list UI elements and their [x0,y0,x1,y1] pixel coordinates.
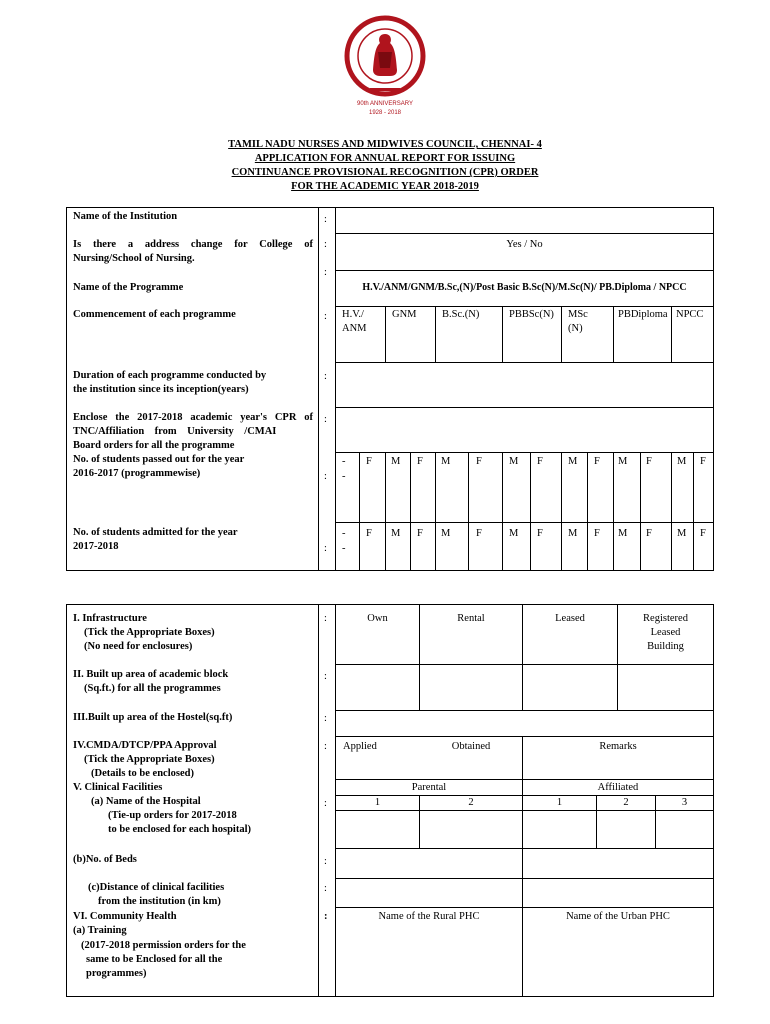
cmda-sub-2: (Details to be enclosed) [91,768,194,779]
parental-col-2: 2 [468,797,474,808]
infrastructure-sub-2: (No need for enclosures) [84,641,193,652]
option-leased[interactable]: Leased [555,613,585,624]
option-registered-3: Building [647,641,684,652]
admitted-f: F [366,528,372,539]
passed-m: M [677,456,687,467]
admitted-dash: - [342,543,346,554]
colon: : [324,239,327,250]
council-logo [340,12,430,124]
programme-value: H.V./ANM/GNM/B.Sc,(N)/Post Basic B.Sc(N)/M.Sc(N)/ PB.Diploma / NPCC [362,282,687,293]
passed-f: F [366,456,372,467]
remarks-label: Remarks [599,741,637,752]
header-year: FOR THE ACADEMIC YEAR 2018-2019 [291,181,479,192]
logo-years: 1928 - 2018 [368,110,402,116]
admitted-m: M [677,528,687,539]
infrastructure-title: I. Infrastructure [73,613,147,624]
colon: : [324,911,328,922]
programme-npcc: NPCC [676,309,704,320]
community-title: VI. Community Health [73,911,177,922]
admitted-m: M [509,528,519,539]
affiliated-label: Affiliated [597,782,639,793]
passed-f: F [476,456,482,467]
training-label: (a) Training [73,925,127,936]
enclose-label-3: Board orders for all the programme [73,440,235,451]
colon: : [324,613,327,624]
passed-m: M [441,456,451,467]
commencement-label: Commencement of each programme [73,309,236,320]
institution-name-field[interactable] [336,208,713,233]
colon: : [324,856,327,867]
beds-label: (b)No. of Beds [73,854,137,865]
parental-col-1: 1 [374,797,381,808]
colon: : [324,311,327,322]
admitted-f: F [476,528,482,539]
programme-msc-1: MSc [568,309,588,320]
colon: : [324,371,327,382]
urban-phc-label: Name of the Urban PHC [566,911,670,922]
header-council: TAMIL NADU NURSES AND MIDWIVES COUNCIL, CHENNAI- 4 [228,139,542,150]
admitted-m: M [618,528,628,539]
programme-bsc: B.Sc.(N) [442,309,480,320]
address-change-label-1: Is there a address change for College of [73,239,313,250]
cmda-title: IV.CMDA/DTCP/PPA Approval [73,740,217,751]
address-change-yes-no[interactable]: Yes / No [506,239,543,250]
cmda-sub-1: (Tick the Appropriate Boxes) [84,754,215,765]
hostel-area-label: III.Built up area of the Hostel(sq.ft) [73,712,233,723]
institution-label: Name of the Institution [73,211,178,222]
colon: : [324,471,327,482]
duration-label-2: the institution since its inception(years) [73,384,249,395]
hospital-label-3: to be enclosed for each hospital) [108,824,252,835]
passed-f: F [646,456,652,467]
programme-label: Name of the Programme [73,282,184,293]
admitted-label-2: 2017-2018 [73,541,119,552]
programme-msc-2: (N) [568,323,583,334]
colon: : [324,214,327,225]
colon: : [324,798,327,809]
passed-label-2: 2016-2017 (programmewise) [73,468,201,479]
training-line-3: programmes) [86,968,147,979]
address-change-label-2: Nursing/School of Nursing. [73,253,195,264]
colon: : [324,741,327,752]
colon: : [324,414,327,425]
admitted-f: F [646,528,652,539]
option-applied[interactable]: Applied [343,741,377,752]
option-obtained[interactable]: Obtained [451,741,491,752]
passed-m: M [391,456,401,467]
passed-f: F [700,456,706,467]
passed-label-1: No. of students passed out for the year [73,454,245,465]
passed-f: F [594,456,600,467]
option-own[interactable]: Own [367,613,388,624]
hospital-label-1: (a) Name of the Hospital [91,796,201,807]
infrastructure-sub-1: (Tick the Appropriate Boxes) [84,627,215,638]
colon: : [324,671,327,682]
passed-dash: - [342,471,346,482]
passed-m: M [568,456,578,467]
distance-label-2: from the institution (in km) [98,896,221,907]
enclose-label-1: Enclose the 2017-2018 academic year's CPR of [73,412,313,423]
admitted-f: F [417,528,423,539]
admitted-f: F [700,528,706,539]
affiliated-col-2: 2 [623,797,629,808]
rural-phc-label: Name of the Rural PHC [378,911,480,922]
built-area-label-2: (Sq.ft.) for all the programmes [84,683,221,694]
option-rental[interactable]: Rental [457,613,485,624]
colon: : [324,883,327,894]
affiliated-col-3: 3 [681,797,688,808]
training-line-2: same to be Enclosed for all the [86,954,223,965]
duration-label-1: Duration of each programme conducted by [73,370,267,381]
admitted-f: F [537,528,543,539]
programme-pbdiploma: PBDiploma [618,309,668,320]
option-registered-1[interactable]: Registered [643,613,688,624]
programme-hv-anm-2: ANM [342,323,367,334]
admitted-m: M [568,528,578,539]
admitted-label-1: No. of students admitted for the year [73,527,238,538]
admitted-m: M [441,528,451,539]
passed-dash: - [342,456,346,467]
training-line-1: (2017-2018 permission orders for the [81,940,246,951]
colon: : [324,543,327,554]
built-area-label-1: II. Built up area of academic block [73,669,229,680]
clinical-title: V. Clinical Facilities [73,782,163,793]
passed-m: M [618,456,628,467]
distance-label-1: (c)Distance of clinical facilities [88,882,225,893]
hospital-label-2: (Tie-up orders for 2017-2018 [108,810,237,821]
colon: : [324,713,327,724]
admitted-f: F [594,528,600,539]
passed-f: F [537,456,543,467]
programme-gnm: GNM [392,309,417,320]
passed-f: F [417,456,423,467]
admitted-dash: - [342,528,346,539]
programme-pbbsc: PBBSc(N) [509,309,554,320]
parental-label: Parental [411,782,447,793]
programme-hv-anm-1: H.V./ [342,309,364,320]
admitted-m: M [391,528,401,539]
affiliated-col-1: 1 [556,797,563,808]
enclose-label-2: TNC/Affiliation from University /CMAI [73,426,277,437]
passed-m: M [509,456,519,467]
colon: : [324,267,327,278]
header-application: APPLICATION FOR ANNUAL REPORT FOR ISSUING [254,153,516,164]
logo-anniversary: 90th ANNIVERSARY [357,101,413,107]
header-cpr: CONTINUANCE PROVISIONAL RECOGNITION (CPR) ORDER [231,167,539,178]
option-registered-2: Leased [650,627,681,638]
